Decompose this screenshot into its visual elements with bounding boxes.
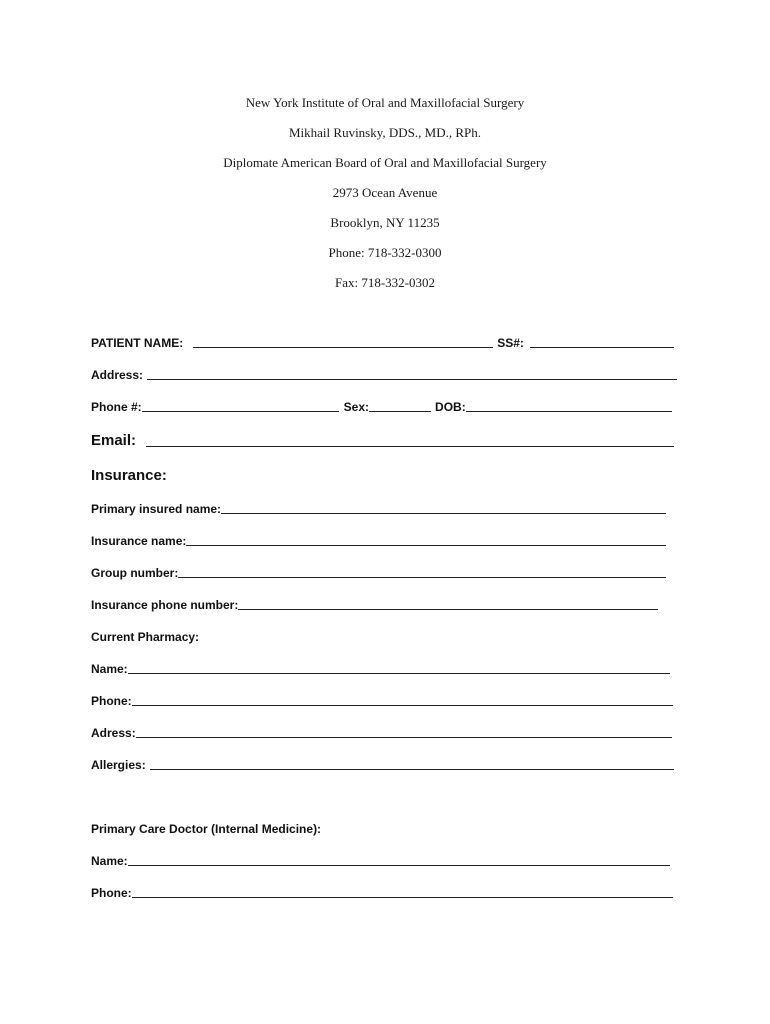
patient-name-line[interactable] — [193, 346, 493, 348]
institute-name: New York Institute of Oral and Maxillofacial Surgery — [245, 95, 525, 110]
pharmacy-name-label: Name: — [91, 662, 128, 676]
ss-label: SS#: — [497, 336, 524, 350]
insurance-name-label: Insurance name: — [91, 534, 187, 548]
email-label: Email: — [91, 432, 137, 449]
address-line[interactable] — [147, 378, 677, 380]
ss-line[interactable] — [530, 346, 674, 348]
pharmacy-address-line[interactable] — [136, 736, 672, 738]
sex-line[interactable] — [369, 410, 431, 412]
dob-label: DOB: — [435, 400, 466, 414]
group-number-row — [91, 566, 666, 580]
pharmacy-name-line[interactable] — [128, 672, 670, 674]
pcp-phone-line[interactable] — [132, 896, 673, 898]
city-state-zip: Brooklyn, NY 11235 — [330, 215, 440, 230]
insurance-phone-line[interactable] — [238, 608, 658, 610]
pharmacy-name-row — [91, 662, 670, 676]
patient-name-row — [91, 336, 674, 350]
doctor-name: Mikhail Ruvinsky, DDS., MD., RPh. — [288, 125, 482, 140]
pcp-name-row — [91, 854, 670, 868]
insurance-heading: Insurance: — [91, 467, 167, 484]
allergies-label: Allergies: — [91, 758, 146, 772]
board-certification: Diplomate American Board of Oral and Maxillofacial Surgery — [223, 155, 547, 170]
phone-line[interactable] — [142, 410, 339, 412]
group-number-label: Group number: — [91, 566, 179, 580]
pharmacy-heading: Current Pharmacy: — [91, 630, 200, 644]
allergies-row — [91, 758, 674, 772]
email-line[interactable] — [146, 445, 674, 447]
pharmacy-address-row — [91, 726, 672, 740]
primary-insured-line[interactable] — [221, 512, 666, 514]
phone-label: Phone #: — [91, 400, 142, 414]
patient-name-label: PATIENT NAME: — [91, 336, 184, 350]
insurance-name-line[interactable] — [186, 544, 666, 546]
dob-line[interactable] — [466, 410, 672, 412]
insurance-phone-label: Insurance phone number: — [91, 598, 239, 612]
email-row — [91, 432, 674, 449]
pharmacy-phone-line[interactable] — [132, 704, 673, 706]
sex-label: Sex: — [343, 400, 370, 414]
group-number-line[interactable] — [178, 576, 666, 578]
pharmacy-address-label: Adress: — [91, 726, 136, 740]
pharmacy-phone-row — [91, 694, 673, 708]
pcp-phone-row — [91, 886, 673, 900]
pcp-phone-label: Phone: — [91, 886, 132, 900]
street-address: 2973 Ocean Avenue — [332, 185, 438, 200]
pcp-name-label: Name: — [91, 854, 128, 868]
address-label: Address: — [91, 368, 144, 382]
phone-sex-dob-row — [91, 400, 672, 414]
allergies-line[interactable] — [150, 768, 674, 770]
office-phone: Phone: 718-332-0300 — [328, 245, 442, 260]
primary-insured-row — [91, 502, 666, 516]
office-fax: Fax: 718-332-0302 — [334, 275, 436, 290]
primary-insured-label: Primary insured name: — [91, 502, 222, 516]
pharmacy-phone-label: Phone: — [91, 694, 132, 708]
primary-care-heading: Primary Care Doctor (Internal Medicine): — [91, 822, 322, 836]
insurance-phone-row — [91, 598, 658, 612]
pcp-name-line[interactable] — [128, 864, 670, 866]
address-row — [91, 368, 677, 382]
insurance-name-row — [91, 534, 666, 548]
